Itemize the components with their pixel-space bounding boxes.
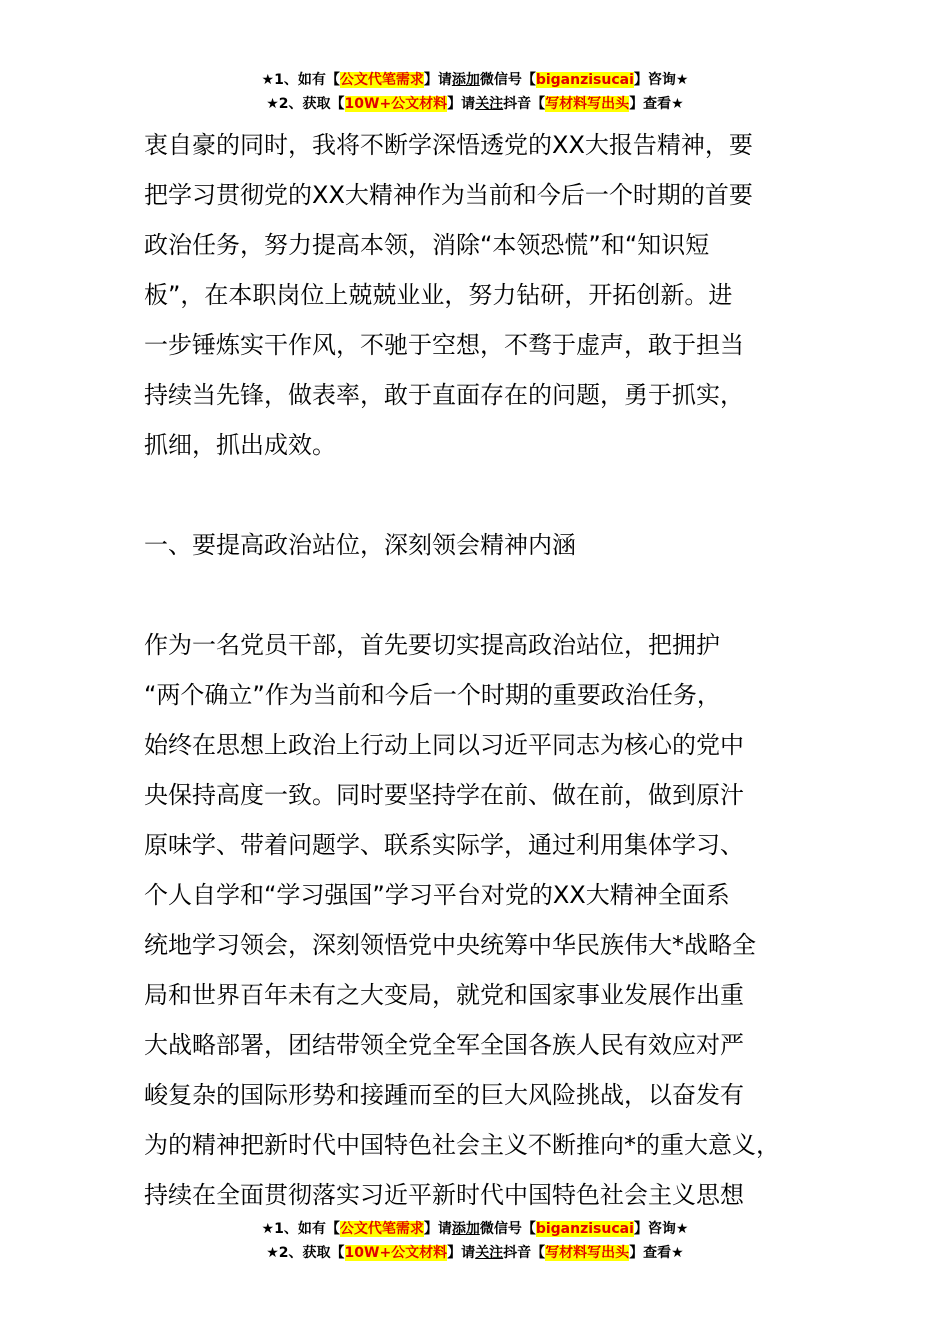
paragraph-2: 作为一名党员干部，首先要切实提高政治站位，把拥护 “两个确立”作为当前和今后一个时期的重要政治任务， 始终在思想上政治上行动上同以习近平同志为核心的党中 央保持高度一致。同时要坚持学在前、做在前，做到原汁 原味学、带着问题学、联系实际学，通过利用集体学习、 个人自学和“学习强国”学习平台对党的XX大精神全面系 统地学习领会，深刻领悟党中央统筹中华民族伟大*战略全 局和世界百年未有之大变局，就党和国家事业发展作出重 大战略部署，团结带领全党全军全国各族人民有效应对严 峻复杂的国际形势和接踵而至的巨大风险挑战，以奋发有 为的精神把新时代中国特色社会主义不断推向*的重大意义， 持续在全面贯彻落实习近平新时代中国特色社会主义思想	[144, 631, 780, 1209]
banner-line-1	[0, 1217, 950, 1241]
highlight-service: 公文代笔需求	[339, 72, 424, 88]
highlight-douyin: 写材料写出头	[545, 96, 630, 112]
banner-text: 抖音【	[503, 96, 546, 112]
banner-text: 】查看★	[629, 96, 684, 112]
highlight-wechat-id: biganzisucai	[535, 1221, 634, 1237]
banner-text: ★2、获取【	[266, 1245, 345, 1261]
underlined-text: 关注	[475, 1245, 504, 1261]
banner-text: 】请	[423, 72, 452, 88]
banner-text: ★2、获取【	[266, 96, 345, 112]
highlight-service: 公文代笔需求	[339, 1221, 424, 1237]
banner-text: 】请	[447, 96, 476, 112]
footer-banner	[0, 1217, 950, 1265]
banner-text: 抖音【	[503, 1245, 546, 1261]
highlight-douyin: 写材料写出头	[545, 1245, 630, 1261]
banner-text: 】咨询★	[633, 72, 689, 88]
banner-text: 微信号【	[479, 1221, 536, 1237]
banner-line-2	[0, 1241, 950, 1265]
banner-text: ★1、如有【	[261, 1221, 340, 1237]
underlined-text: 关注	[475, 96, 504, 112]
underlined-text: 添加	[451, 1221, 480, 1237]
banner-line-2	[0, 92, 950, 116]
banner-text: 】请	[447, 1245, 476, 1261]
banner-text: 】咨询★	[633, 1221, 689, 1237]
document-body	[144, 120, 844, 1220]
highlight-wechat-id: biganzisucai	[535, 72, 634, 88]
banner-text: 微信号【	[479, 72, 536, 88]
paragraph-1: 衷自豪的同时，我将不断学深悟透党的XX大报告精神，要 把学习贯彻党的XX大精神作为当前和今后一个时期的首要 政治任务，努力提高本领，消除“本领恐慌”和“知识短 板”，在本职岗位上兢兢业业，努力钻研，开拓创新。进 一步锤炼实干作风，不驰于空想，不骛于虚声，敢于担当 持续当先锋，做表率，敢于直面存在的问题，勇于抓实， 抓细，抓出成效。	[144, 131, 753, 459]
banner-text: ★1、如有【	[261, 72, 340, 88]
header-banner	[0, 68, 950, 116]
section-heading: 一、要提高政治站位，深刻领会精神内涵	[144, 531, 576, 559]
banner-text: 】查看★	[629, 1245, 684, 1261]
highlight-materials: 10W+公文材料	[344, 1245, 448, 1261]
banner-line-1	[0, 68, 950, 92]
underlined-text: 添加	[451, 72, 480, 88]
highlight-materials: 10W+公文材料	[344, 96, 448, 112]
banner-text: 】请	[423, 1221, 452, 1237]
